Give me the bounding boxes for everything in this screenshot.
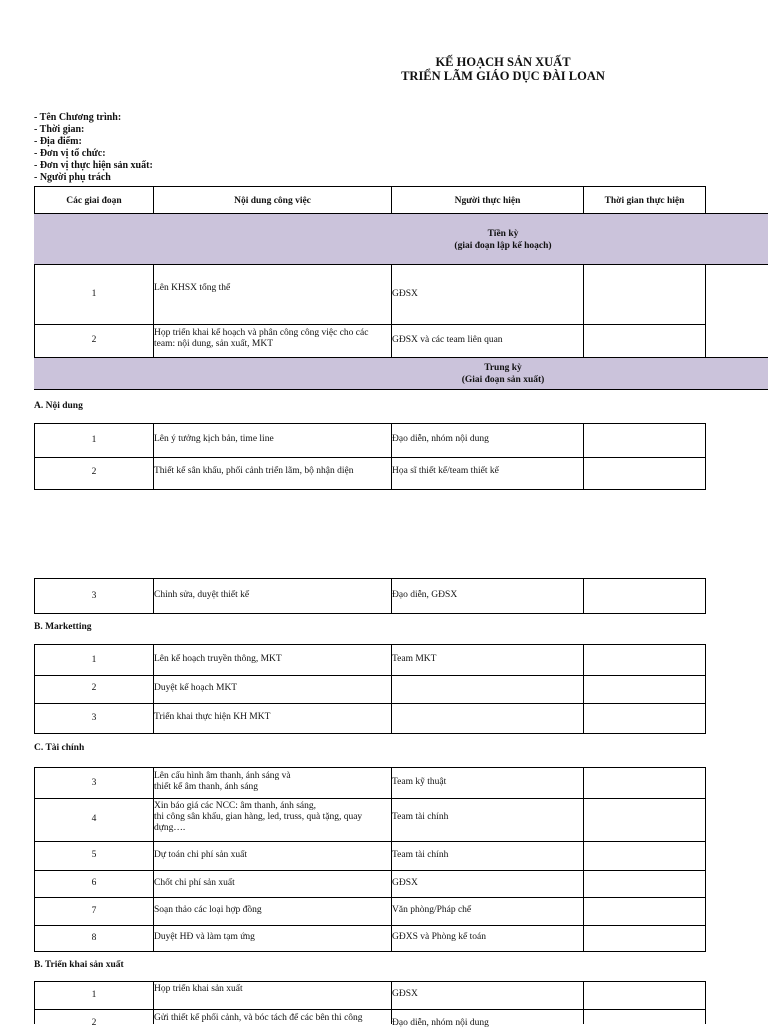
row-time [583,841,706,870]
table-row [34,456,706,490]
row-assignee: Họa sĩ thiết kế/team thiết kế [392,466,499,476]
row-number: 1 [91,654,97,665]
row-assignee: Team tài chính [392,812,449,822]
row-time [583,265,706,324]
table-row [34,797,706,842]
table-row [34,644,706,676]
row-task: Gửi thiết kế phối cảnh, và bóc tách để các bên thi công [154,1013,363,1023]
row-task: Chỉnh sửa, duyệt thiết kế [154,590,250,600]
row-time [583,982,706,1009]
row-task: Lên ý tưởng kịch bản, time line [154,434,274,444]
row-task: Lên cấu hình âm thanh, ánh sáng và thiết kế âm thanh, ánh sáng [154,771,291,792]
row-assignee: Đạo diễn, nhóm nội dung [392,434,489,444]
info-program-name: - Tên Chương trình: [34,112,122,123]
section-marketing: B. Marketting [34,622,92,632]
row-assignee: GĐSX [392,289,418,299]
row-assignee: Team kỹ thuật [392,777,447,787]
row-task: Dự toán chi phí sản xuất [154,850,248,860]
row-number: 1 [91,435,97,445]
table-row [34,423,706,458]
row-time [583,1008,706,1024]
row-number: 3 [91,777,97,788]
row-number: 2 [91,467,97,477]
row-assignee: Team MKT [392,654,437,664]
row-assignee: Đạo diễn, GĐSX [392,590,458,600]
row-task: Lên kế hoạch truyền thông, MKT [154,654,282,664]
row-number: 2 [91,335,97,345]
row-time [583,324,706,357]
row-task: Chốt chi phí sản xuất [154,878,235,888]
phase-production-title: Trung kỳ [484,363,522,373]
row-task: Xin báo giá các NCC: âm thanh, ánh sáng, thi công sân khấu, gian hàng, led, truss, quà tặng, quay dựng…. [154,801,363,833]
row-time [583,424,706,457]
row-assignee: GĐSX và các team liên quan [392,335,503,345]
row-number: 1 [91,990,97,1000]
table-row [34,265,706,325]
phase-banner-pre [34,213,768,265]
table-row [34,897,706,926]
row-number: 5 [91,850,97,860]
row-assignee: Văn phòng/Pháp chế [392,905,472,915]
plan-subtitle: TRIỂN LÃM GIÁO DỤC ĐÀI LOAN [401,69,605,83]
column-header-task: Nội dung công việc [153,187,391,214]
row-task: Duyệt HĐ và làm tạm ứng [154,932,255,942]
row-task: Triển khai thực hiện KH MKT [154,712,271,722]
table-row [34,1008,706,1028]
info-producer: - Đơn vị thực hiện sản xuất: [34,160,153,171]
row-time [583,925,706,951]
table-row [34,981,706,1010]
row-time [583,645,706,675]
row-number: 3 [91,590,97,601]
row-number: 7 [91,905,97,916]
row-number: 6 [91,878,97,888]
row-assignee: Team tài chính [392,850,449,860]
row-time [583,579,706,613]
table-row [34,674,706,704]
table-row [34,870,706,898]
row-number: 4 [91,813,97,824]
row-number: 3 [91,712,97,723]
table-header [34,186,706,215]
info-time: - Thời gian: [34,124,85,135]
row-task: Duyệt kế hoạch MKT [154,683,238,693]
phase-pre-subtitle: (giai đoạn lập kế hoạch) [454,241,552,251]
row-time [583,674,706,703]
phase-pre-title: Tiền kỳ [487,229,519,239]
column-header-phase: Các giai đoạn [34,187,153,214]
section-production: B. Triển khai sản xuất [34,960,124,970]
row-time [583,897,706,925]
row-time [583,703,706,733]
info-person-in-charge: - Người phụ trách [34,172,111,183]
row-time [583,456,706,489]
row-assignee: Đạo diễn, nhóm nội dung [392,1018,489,1028]
info-organizer: - Đơn vị tổ chức: [34,148,106,159]
info-location: - Địa điểm: [34,136,82,147]
row-time [583,768,706,798]
row-task: Lên KHSX tổng thể [154,283,231,293]
row-task: Thiết kế sân khấu, phối cảnh triển lãm, bộ nhận diện [154,466,354,476]
table-row [34,841,706,871]
row-time [583,870,706,897]
row-time [583,797,706,841]
phase-production-subtitle: (Giai đoạn sản xuất) [461,375,545,385]
row-task: Họp triển khai kế hoạch và phân công công việc cho các team: nội dung, sản xuất, MKT [154,328,369,349]
row-number: 8 [91,932,97,943]
row-task: Họp triển khai sản xuất [154,984,243,994]
row-number: 2 [91,1018,97,1028]
row-assignee: GĐXS và Phòng kế toán [392,932,486,942]
column-header-assignee: Người thực hiện [391,187,583,214]
section-content: A. Nội dung [34,401,83,411]
table-row [34,925,706,952]
row-number: 2 [91,683,97,693]
row-assignee: GĐSX [392,878,418,888]
table-row [34,767,706,799]
phase-banner-production [34,357,768,390]
section-finance: C. Tài chính [34,743,85,753]
plan-title: KẾ HOẠCH SẢN XUẤT [435,55,571,69]
row-assignee: GĐSX [392,989,418,999]
row-number: 1 [91,289,97,299]
row-task: Soạn thảo các loại hợp đồng [154,905,262,915]
program-info [34,112,153,184]
table-row [34,578,706,614]
table-row [34,703,706,734]
column-header-time: Thời gian thực hiện [583,187,706,214]
table-row [34,324,706,358]
